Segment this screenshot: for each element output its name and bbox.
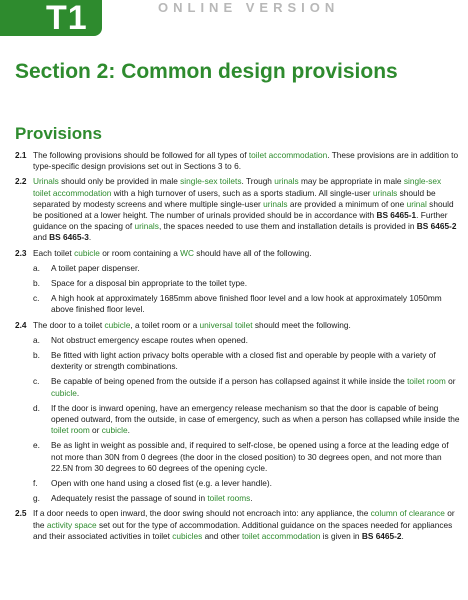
- clause-text: and other: [202, 530, 242, 541]
- provisions-body: [15, 150, 460, 546]
- definition-link[interactable]: urinals: [134, 221, 159, 232]
- list-letter: a.: [33, 262, 40, 273]
- list-text: A high hook at approximately 1685mm above finished floor level and a low hook at approximately 1050mm above finished floor level.: [51, 293, 442, 315]
- clause-2-2: [15, 176, 460, 243]
- list-item: [33, 263, 460, 274]
- list-text: or: [445, 376, 456, 387]
- definition-link[interactable]: activity space: [46, 519, 97, 530]
- clause-text: should only be provided in male: [58, 176, 181, 187]
- clause-text: should meet the following.: [252, 319, 351, 330]
- definition-link[interactable]: universal toilet: [199, 319, 253, 330]
- list-letter: c.: [33, 293, 40, 304]
- online-version-label: ONLINE VERSION: [158, 0, 340, 15]
- list-item: [33, 376, 460, 398]
- clause-text: set out for the type of accommodation. Additional guidance on the spaces needed for appliances and their associated activities in toilet: [33, 519, 453, 541]
- clause-text: is given in: [320, 530, 362, 541]
- clause-2-4: [15, 320, 460, 505]
- document-tab-badge: T1: [0, 0, 102, 36]
- list-item: [33, 478, 460, 489]
- definition-link[interactable]: cubicle: [104, 319, 131, 330]
- list-item: [33, 335, 460, 346]
- clause-text: Each toilet: [33, 247, 75, 258]
- clause-text: . These provisions are in addition to type-specific design provisions set out in Sections 3 to 6.: [33, 150, 459, 172]
- list-letter: b.: [33, 278, 40, 289]
- definition-link[interactable]: urinals: [372, 187, 398, 198]
- clause-text: The following provisions should be followed for all types of: [33, 150, 249, 160]
- clause-text: and: [33, 232, 50, 243]
- list-item: [33, 350, 460, 372]
- definition-link[interactable]: cubicle: [74, 247, 100, 258]
- standard-reference: BS 6465-2: [361, 530, 402, 541]
- list-item: [33, 293, 460, 315]
- definition-link[interactable]: column of clearance: [370, 508, 445, 519]
- definition-link[interactable]: cubicle: [51, 387, 77, 398]
- clause-text: , the spaces needed to use them and installation details is provided in: [158, 221, 417, 232]
- list-text: Space for a disposal bin appropriate to the toilet type.: [51, 278, 248, 289]
- list-text: .: [76, 387, 80, 398]
- list-letter: b.: [33, 350, 40, 361]
- definition-link[interactable]: cubicle: [101, 425, 128, 436]
- clause-text: If a door needs to open inward, the door swing should not encroach into: any appliance, the: [33, 508, 371, 519]
- clause-2-1: [15, 150, 460, 172]
- definition-link[interactable]: toilet accommodation: [241, 530, 321, 541]
- list-text: Be capable of being opened from the outside if a person has collapsed against it while inside the: [51, 376, 408, 387]
- clause-number: 2.5: [15, 508, 27, 519]
- clause-text: or room containing a: [99, 247, 181, 258]
- list-letter: a.: [33, 334, 40, 345]
- clause-2-5: [15, 508, 460, 542]
- definition-link[interactable]: cubicles: [172, 530, 203, 541]
- clause-text: . Further guidance on the spacing of: [33, 210, 448, 232]
- clause-text: are provided a minimum of one: [287, 198, 407, 209]
- clause-text: . Trough: [241, 176, 275, 187]
- definition-link[interactable]: toilet accommodation: [248, 150, 328, 160]
- page-header: [0, 0, 468, 38]
- definition-link[interactable]: WC: [180, 247, 194, 258]
- clause-number: 2.4: [15, 319, 27, 330]
- standard-reference: BS 6465-2: [416, 221, 457, 232]
- list-text: Open with one hand using a closed fist (e.g. a lever handle).: [51, 478, 272, 489]
- list-letter: e.: [33, 440, 40, 451]
- list-text: .: [250, 493, 253, 504]
- clause-text: should be separated by modesty screens and where multiple single-user: [33, 187, 436, 209]
- definition-link[interactable]: urinals: [274, 176, 299, 187]
- clause-text: with a high turnover of users, such as a sports stadium. All single-user: [111, 187, 373, 198]
- clause-text: should have all of the following.: [193, 247, 312, 258]
- list-text: Be as light in weight as possible and, if required to self-close, be opened using a force at the leading edge of not more than 30N from 0 degrees (the door in the closed position) to 30 degrees open, and not more than 22.5N from 30 degrees to 60 degrees of the opening cycle.: [51, 440, 449, 473]
- list-letter: g.: [33, 493, 40, 504]
- clause-text: may be appropriate in male: [298, 176, 404, 187]
- clause-number: 2.1: [15, 150, 27, 160]
- clause-text: , a toilet room or a: [130, 319, 200, 330]
- clause-text: The door to a toilet: [33, 319, 105, 330]
- definition-link[interactable]: toilet rooms: [207, 493, 251, 504]
- standard-reference: BS 6465-1: [376, 210, 417, 221]
- definition-link[interactable]: toilet room: [51, 425, 90, 436]
- list-letter: c.: [33, 376, 40, 387]
- list-item: [33, 493, 460, 504]
- clause-2-3: [15, 248, 460, 316]
- standard-reference: BS 6465-3: [49, 232, 89, 243]
- list-text: Adequately resist the passage of sound in: [51, 493, 208, 504]
- definition-link[interactable]: urinal: [406, 198, 427, 209]
- list-text: Not obstruct emergency escape routes when opened.: [51, 334, 248, 345]
- clause-number: 2.3: [15, 247, 27, 258]
- definition-link[interactable]: urinals: [263, 198, 288, 209]
- list-text: Be fitted with light action privacy bolts operable with a closed fist and operable by people with a variety of dexterity or strength combinations.: [51, 350, 436, 372]
- list-item: [33, 403, 460, 437]
- clause-number: 2.2: [15, 176, 27, 187]
- list-item: [33, 440, 460, 474]
- clause-text: should be positioned at a lower height. The number of urinals provided should be in accordance with: [33, 198, 454, 221]
- section-title: Section 2: Common design provisions: [15, 60, 398, 83]
- clause-text: or the: [33, 508, 455, 530]
- definition-link[interactable]: single-sex toilets: [180, 176, 242, 187]
- definition-link[interactable]: single-sex toilet accommodation: [33, 176, 442, 198]
- definition-link[interactable]: Urinals: [33, 176, 59, 187]
- list-letter: d.: [33, 402, 40, 413]
- provisions-heading: Provisions: [15, 124, 102, 143]
- definition-link[interactable]: toilet room: [407, 376, 446, 387]
- list-item: [33, 278, 460, 289]
- list-text: .: [127, 425, 130, 436]
- clause-text: .: [88, 232, 92, 243]
- list-letter: f.: [33, 478, 38, 489]
- list-text: or: [89, 425, 102, 436]
- clause-text: .: [401, 530, 404, 541]
- list-text: If the door is inward opening, have an emergency release mechanism so that the door is capable of being opened outward, from the outside, in case of emergency, such as when a person has collapsed while inside the: [51, 402, 460, 425]
- list-text: A toilet paper dispenser.: [51, 262, 140, 273]
